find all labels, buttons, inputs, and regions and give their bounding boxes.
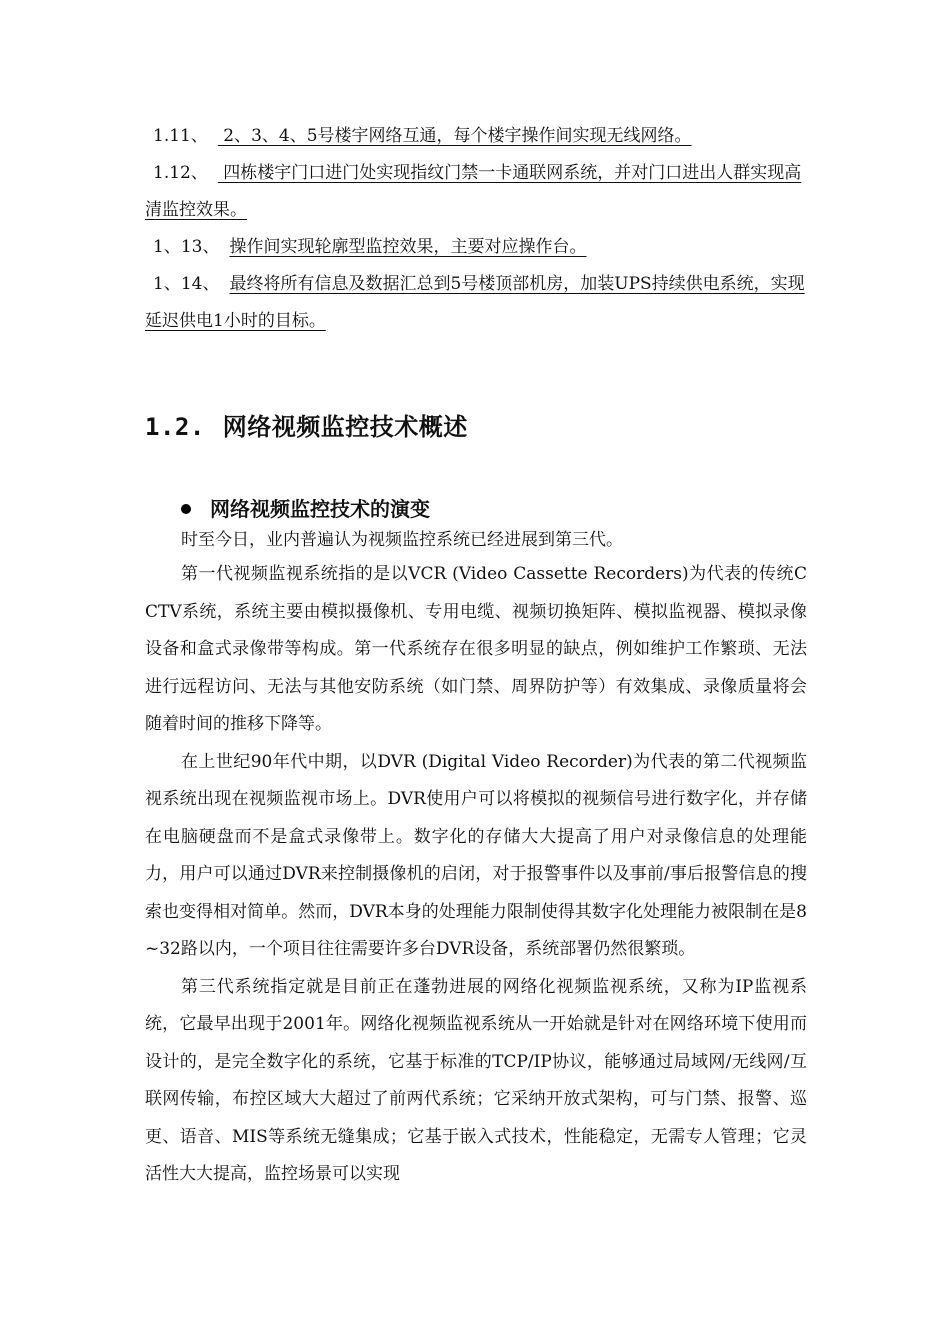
list-item-text: 2、3、4、5号楼宇网络互通，每个楼宇操作间实现无线网络。 bbox=[217, 126, 692, 146]
section-title: 网络视频监控技术概述 bbox=[222, 413, 468, 441]
section-heading bbox=[145, 410, 807, 444]
paragraph-first-generation: 第一代视频监视系统指的是以VCR (Video Cassette Recorders)为代表的传统CCTV系统，系统主要由模拟摄像机、专用电缆、视频切换矩阵、模拟监视器、模拟录像设备和盒式录像带等构成。第一代系统存在很多明显的缺点，例如维护工作繁琐、无法进行远程访问、无法与其他安防系统（如门禁、周界防护等）有效集成、录像质量将会随着时间的推移下降等。 bbox=[145, 564, 807, 734]
list-item-text: 操作间实现轮廓型监控效果，主要对应操作台。 bbox=[229, 237, 587, 257]
list-item-number: 1.12、 bbox=[153, 163, 208, 183]
list-item-1-12 bbox=[145, 155, 807, 229]
list-item-1-14 bbox=[145, 266, 807, 340]
list-item-text: 四栋楼宇门口进门处实现指纹门禁一卡通联网系统，并对门口进出人群实现高清监控效果。 bbox=[145, 163, 802, 220]
bullet-dot-icon bbox=[181, 504, 191, 514]
list-item-text: 最终将所有信息及数据汇总到5号楼顶部机房，加装UPS持续供电系统，实现延迟供电1小时的目标。 bbox=[145, 274, 805, 331]
bullet-heading-text: 网络视频监控技术的演变 bbox=[210, 497, 430, 521]
paragraph-second-generation: 在上世纪90年代中期，以DVR (Digital Video Recorder)为代表的第二代视频监视系统出现在视频监视市场上。DVR使用户可以将模拟的视频信号进行数字化，并存储在电脑硬盘而不是盒式录像带上。数字化的存储大大提高了用户对录像信息的处理能力，用户可以通过DVR来控制摄像机的启闭，对于报警事件以及事前/事后报警信息的搜索也变得相对简单。然而，DVR本身的处理能力限制使得其数字化处理能力被限制在是8~32路以内，一个项目往往需要许多台DVR设备，系统部署仍然很繁琐。 bbox=[145, 751, 807, 959]
page-content bbox=[145, 118, 807, 1194]
list-item-number: 1、14、 bbox=[153, 274, 220, 294]
paragraph-third-generation: 第三代系统指定就是目前正在蓬勃进展的网络化视频监视系统，又称为IP监视系统，它最早出现于2001年。网络化视频监视系统从一开始就是针对在网络环境下使用而设计的，是完全数字化的系统，它基于标准的TCP/IP协议，能够通过局域网/无线网/互联网传输，布控区域大大超过了前两代系统；它采纳开放式架构，可与门禁、报警、巡更、语音、MIS等系统无缝集成；它基于嵌入式技术，性能稳定，无需专人管理；它灵活性大大提高，监控场景可以实现 bbox=[145, 976, 807, 1184]
paragraph-intro: 时至今日，业内普遍认为视频监控系统已经进展到第三代。 bbox=[181, 530, 623, 550]
section-number: 1.2. bbox=[145, 413, 205, 441]
list-item-1-13 bbox=[145, 229, 807, 266]
bullet-heading bbox=[145, 494, 807, 524]
list-item-1-11 bbox=[145, 118, 807, 155]
list-item-number: 1.11、 bbox=[153, 126, 208, 146]
list-item-number: 1、13、 bbox=[153, 237, 220, 257]
